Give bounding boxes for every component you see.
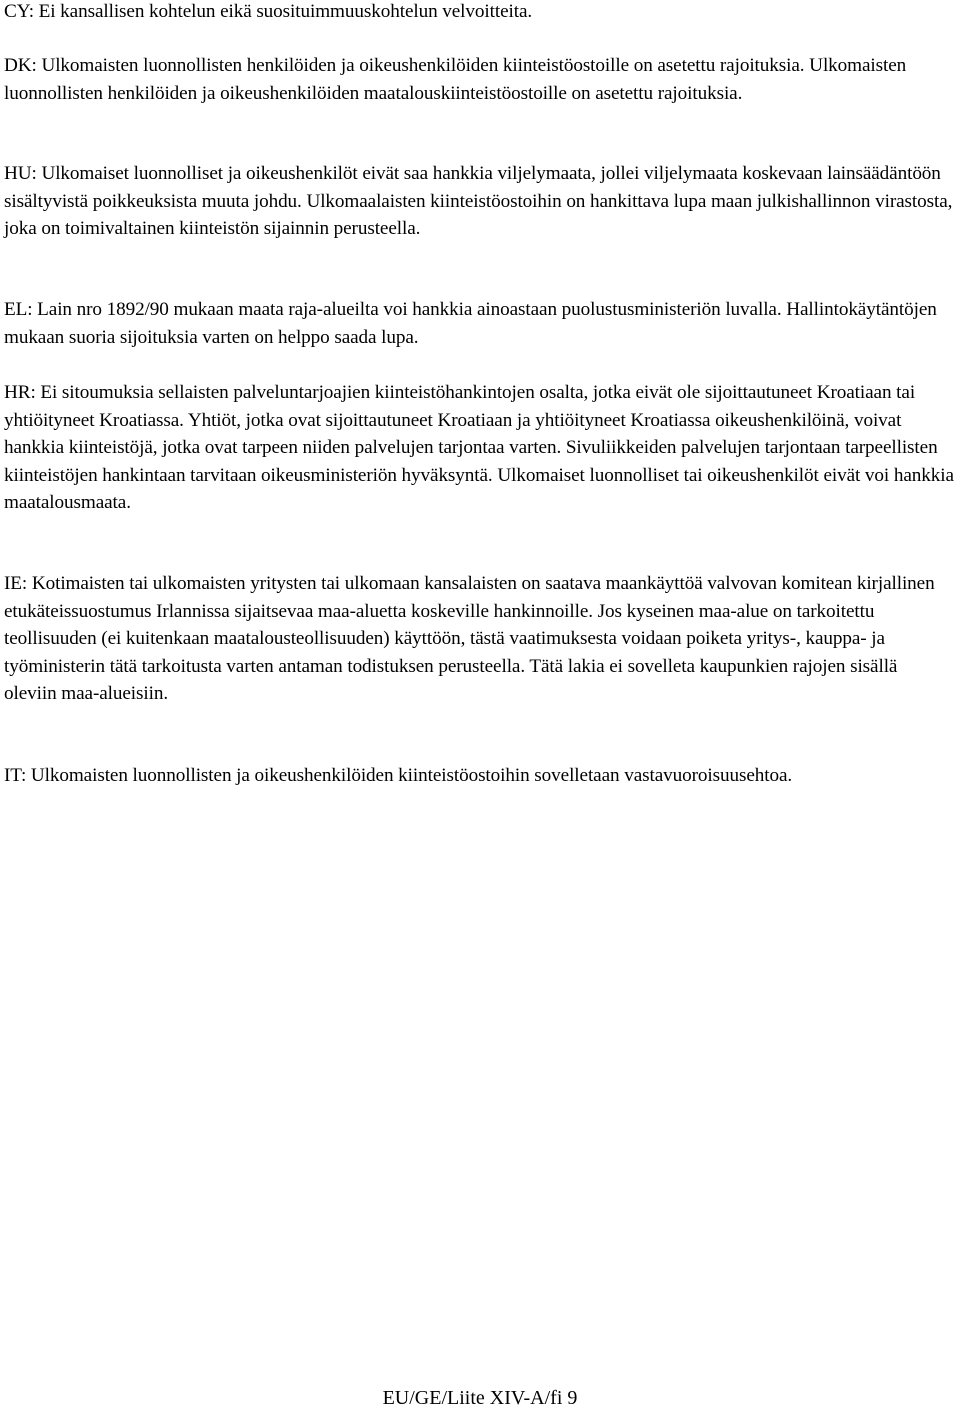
paragraph-cy: CY: Ei kansallisen kohtelun eikä suosituimmuuskohtelun velvoitteita. (4, 1, 533, 22)
paragraph-hu: HU: Ulkomaiset luonnolliset ja oikeushenkilöt eivät saa hankkia viljelymaata, jollei viljelymaata koskevaan lainsäädäntöön sisältyvistä poikkeuksista muuta johdu. Ulkomaalaisten kiinteistöostoihin on hankittava lupa maan julkishallinnon virastosta, joka on toimivaltainen kiinteistön sijainnin perusteella. (4, 163, 953, 239)
paragraph-el: EL: Lain nro 1892/90 mukaan maata raja-alueilta voi hankkia ainoastaan puolustusministeriön luvalla. Hallintokäytäntöjen mukaan suoria sijoituksia varten on helppo saada lupa. (4, 299, 937, 348)
page-footer (0, 1386, 960, 1410)
paragraph-hr: HR: Ei sitoumuksia sellaisten palveluntarjoajien kiinteistöhankintojen osalta, jotka eivät ole sijoittautuneet Kroatiaan tai yhtiöityneet Kroatiassa. Yhtiöt, jotka ovat sijoittautuneet Kroatiaan ja yhtiöityneet Kroatiassa oikeushenkilöinä, voivat hankkia kiinteistöjä, jotka ovat tarpeen niiden palvelujen tarjontaa varten. Sivuliikkeiden palvelujen tarjontaan tarpeellisten kiinteistöjen hankintaan tarvitaan oikeusministeriön hyväksyntä. Ulkomaiset luonnolliset tai oikeushenkilöt eivät voi hankkia maatalousmaata. (4, 382, 954, 513)
page-footer-label: EU/GE/Liite XIV-A/fi 9 (382, 1387, 578, 1409)
paragraph-dk: DK: Ulkomaisten luonnollisten henkilöiden ja oikeushenkilöiden kiinteistöostoille on asetettu rajoituksia. Ulkomaisten luonnollisten henkilöiden ja oikeushenkilöiden maatalouskiinteistöostoille on asetettu rajoituksia. (4, 55, 907, 104)
paragraph-it: IT: Ulkomaisten luonnollisten ja oikeushenkilöiden kiinteistöostoihin sovelletaan vastavuoroisuusehtoa. (4, 765, 793, 786)
paragraph-ie: IE: Kotimaisten tai ulkomaisten yritysten tai ulkomaan kansalaisten on saatava maankäyttöä valvovan komitean kirjallinen etukäteissuostumus Irlannissa sijaitsevaa maa-aluetta koskeville hankinnoille. Jos kyseinen maa-alue on tarkoitettu teollisuuden (ei kuitenkaan maatalousteollisuuden) käyttöön, tästä vaatimuksesta voidaan poiketa yritys-, kauppa- ja työministerin tätä tarkoitusta varten antaman todistuksen perusteella. Tätä lakia ei sovelleta kaupunkien rajojen sisällä oleviin maa-alueisiin. (4, 573, 935, 704)
